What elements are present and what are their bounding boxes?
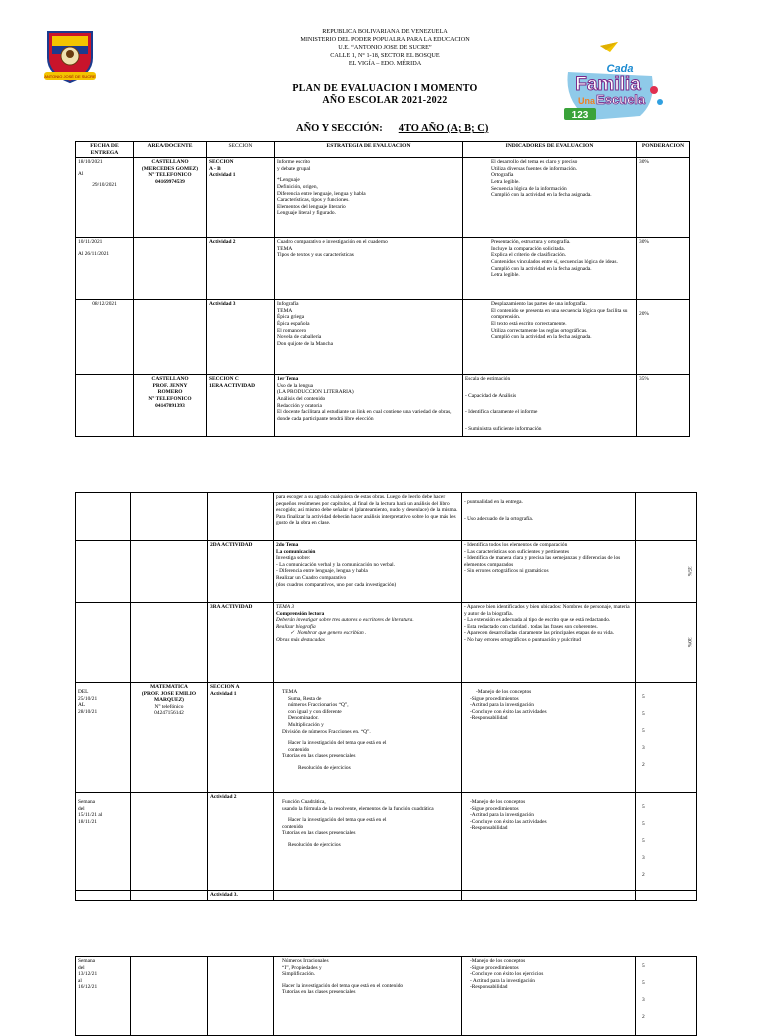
estrategia-text: Características, tipos y funciones. [277,197,350,204]
ponderacion-text: 35% [686,566,693,577]
estrategia-title: TEMA 3 [276,604,295,610]
estrategia-text: “I”, Propiedades y [282,964,322,971]
indicador-text: El contenido se presenta en una secuencia lógica que facilita su comprensión. [491,307,628,321]
area-cell [131,793,208,891]
header-line: EL VIGÍA – EDO. MÉRIDA [348,60,422,67]
header-line: REPUBLICA BOLIVARIANA DE VENEZUELA [322,28,448,35]
fecha-text: del [78,805,85,812]
estrategia-text: Tipos de textos y sus características [277,252,354,259]
indicadores-cell [462,793,636,891]
fecha-cell [76,603,131,683]
estrategia-text: Obras más destacadas [276,636,325,643]
area-text: N° TELEFONICO [148,172,192,179]
area-cell [134,158,207,238]
indicador-text: - Suministra suficiente información [465,425,542,432]
svg-text:ANTONIO JOSÉ DE SUCRE: ANTONIO JOSÉ DE SUCRE [44,74,96,79]
estrategia-text: Diferencia entre lenguaje, lengua y habla [277,190,366,197]
fecha-text: 29/10/2021 [92,182,117,189]
indicador-text: El desarrollo del tema es claro y preciso [491,159,578,166]
indicador-text: Cumplió con la actividad en la fecha asignada. [491,192,592,199]
puntos-text: 5 [642,728,645,734]
seccion-cell: Actividad 2 [208,793,274,891]
estrategia-cell [275,238,463,300]
seccion-cell: 3RA ACTIVIDAD [208,603,274,683]
fecha-text: Al 26/11/2021 [78,250,110,257]
ponderacion-cell [636,793,697,891]
evaluation-table-3 [75,956,697,1036]
fecha-text: AL [78,702,86,709]
fecha-text: Semana [78,958,96,964]
estrategia-text: Tutorías en las clases presenciales [282,989,356,996]
area-cell [131,541,208,603]
estrategia-subtitle: La comunicación [276,548,316,555]
indicador-text: Incluye la comparación solicitada. [491,245,565,252]
seccion-text: SECCION C [209,376,239,383]
estrategia-text: TEMA [282,689,298,695]
fecha-cell [76,793,131,891]
ano-seccion-label: AÑO Y SECCIÓN: [296,123,383,134]
col-area: AREA/DOCENTE [134,142,207,158]
indicador-text: -Concluye con éxito los ejercicios [470,971,544,978]
seccion-cell: Actividad 2 [207,238,275,300]
seccion-cell [208,683,274,793]
table-row [76,375,690,437]
estrategia-text: Informe escrito [277,159,311,166]
estrategia-text: Hacer la investigación del tema que está en el [288,817,387,824]
table-row [76,238,690,300]
estrategia-cell [275,158,463,238]
area-text: (PROF. JOSE EMILIO [141,690,197,697]
fecha-cell [76,891,131,901]
indicador-text: Explica el criterio de clasificación. [491,252,566,259]
estrategia-text: El docente facilitara al estudiante un link en cual contiene una variedad de obras, donde cada participante tendrá libre elección [277,409,452,422]
indicadores-cell [463,375,637,437]
ponderacion-cell [637,300,690,375]
estrategia-text: Multiplicación y [288,721,324,728]
puntos-text: 3 [642,745,645,751]
estrategia-cell [274,603,462,683]
estrategia-text: (dos cuadros comparativos, uno por cada investigación) [276,581,397,588]
indicador-text: Utiliza correctamente las reglas ortográficas. [491,327,588,334]
indicador-text: -Responsabilidad [470,715,508,722]
estrategia-text: Tutorías en las clases presenciales [282,753,356,760]
estrategia-text: Épica española [277,320,310,327]
estrategia-text: Tutorías en las clases presenciales [282,830,356,837]
seccion-text: SECCION A [210,684,240,690]
seccion-text: Actividad 1 [209,172,236,179]
puntos-text: 2 [642,872,645,878]
estrategia-text: TEMA [277,307,293,314]
area-text: N° TELEFONICO [148,395,192,402]
institution-header [200,28,570,68]
estrategia-text: contenido [288,746,310,753]
puntos-text: 3 [642,855,645,861]
area-text: 04147091393 [155,402,185,409]
puntos-text: 5 [642,711,645,717]
indicadores-cell [463,300,637,375]
ponderacion-cell [636,683,697,793]
indicador-text: Escala de estimación [465,376,511,383]
area-cell [134,238,207,300]
fecha-text: 18/10/2021 [78,159,103,166]
col-estrategia: ESTRATEGIA DE EVALUACION [275,142,463,158]
fecha-cell [76,158,134,238]
header-line: MINISTERIO DEL PODER POPUALRA PARA LA EDUCACION [300,36,470,43]
estrategia-text: contenido [282,823,304,830]
table-row [76,493,697,541]
indicador-text: Presentación, estructura y ortografía. [491,239,571,246]
indicador-text: Desplazamiento las partes de una infografía. [491,301,587,308]
indicador-text: - Aparecen desarrolladas claramente las principales etapas de su vida. [464,630,614,637]
estrategia-text: Infografía [277,301,299,308]
fecha-text: 10/11/2021 [78,239,103,246]
seccion-text: 1ERA ACTIVIDAD [209,382,255,389]
indicadores-cell [462,683,636,793]
table-row [76,300,690,375]
estrategia-text: y debate grupal [277,165,311,172]
area-text: MATEMATICA [150,684,188,690]
estrategia-text: usando la fórmula de la resolvente, elementos de la función cuadrática [282,805,434,812]
fecha-cell [76,238,134,300]
indicador-text: - Capacidad de Análisis [465,392,517,399]
estrategia-text: Denominador. [288,715,319,722]
puntos-text: 5 [642,838,645,844]
estrategia-cell: para escoger a su agrado cualquiera de estas obras. Luego de leerlo debe hacer pequeños resúmenes por capítulos, al final de la lectura hará un análisis del libro escogido; así mismo debe señalar el (planteamiento, nudo y desenlace) de la misma. Para finalizar la actividad deberán hacer análisis interpretativo sobre lo que más les gusto de la obra en clase. [274,493,462,541]
title-line: AÑO ESCOLAR 2021-2022 [322,95,448,106]
area-text: 04247156142 [154,710,184,717]
bullet-text: Nombrar que genero escribían . [297,630,367,637]
indicador-text: Utiliza diversas fuentes de información. [491,165,578,172]
estrategia-text: Función Cuadrática, [282,799,326,805]
area-cell [131,493,208,541]
table-row [76,541,697,603]
seccion-cell: 2DA ACTIVIDAD [208,541,274,603]
estrategia-text: (LA PRODUCCION LITERARIA) [277,389,354,396]
indicador-text: - Identifica de manera clara y precisa las semejanzas y diferencias de los elementos comparados [464,555,621,568]
indicadores-cell [463,238,637,300]
area-text: ROMERO [157,389,183,396]
col-fecha: FECHA DE ENTREGA [76,142,134,158]
col-indicadores: INDICADORES DE EVALUACION [463,142,637,158]
evaluation-table-1 [75,141,690,437]
indicador-text: Contenidos vinculados entre sí, secuencias lógica de ideas. [491,258,618,265]
estrategia-text: Realizar un Cuadro comparativo [276,574,347,581]
estrategia-cell [274,793,462,891]
area-text: CASTELLANO [151,159,189,166]
puntos-text: 5 [642,963,645,969]
seccion-text: A - B [209,165,221,172]
indicadores-cell [462,541,636,603]
fecha-text: 25/10/21 [78,695,98,702]
indicador-text: -Actitud para la investigación [470,702,534,709]
fecha-text: Semana [78,799,96,805]
indicadores-cell [462,493,636,541]
estrategia-text: El romancero [277,327,307,334]
table-header-row [76,142,690,158]
fecha-text: al [78,977,82,984]
plan-title [250,83,520,107]
estrategia-text: - La comunicación verbal y la comunicación no verbal. [276,561,395,568]
seccion-cell [208,493,274,541]
indicador-text: -Actitud para la investigación [470,812,534,819]
estrategia-text: Uso de la lengua [277,382,314,389]
indicador-text: -Sigue procedimientos [470,964,519,971]
indicador-text: -Responsabilidad [470,984,508,991]
school-seal-logo [40,28,100,86]
estrategia-text: Cuadro comparativo e investigación en el cuaderno [277,239,388,246]
ponderacion-cell: 35% [637,375,690,437]
puntos-text: 5 [642,694,645,700]
indicador-text: - Aparece bien identificados y bien ubicados: Nombres de personaje, materia y autor de la biografía. [464,604,630,617]
estrategia-cell [275,375,463,437]
checkmark-icon: ✓ [290,630,295,637]
estrategia-cell [274,891,462,901]
estrategia-cell [274,683,462,793]
indicador-text: -Manejo de los conceptos [470,958,526,964]
estrategia-text: Suma, Resta de [288,695,322,702]
indicador-text: -Manejo de los conceptos [476,689,532,695]
indicadores-cell [463,158,637,238]
puntos-text: 5 [642,980,645,986]
ponderacion-text: 30% [686,637,693,648]
area-text: CASTELLANO [151,376,189,383]
indicadores-cell [462,603,636,683]
estrategia-cell [274,541,462,603]
indicador-text: -Sigue procedimientos [470,805,519,812]
seccion-text: Actividad 1 [210,690,237,697]
puntos-text: 2 [642,1014,645,1020]
table-row [76,891,697,901]
puntos-text: 2 [642,762,645,768]
puntos-text: 5 [642,821,645,827]
title-line: PLAN DE EVALUACION I MOMENTO [292,83,478,94]
svg-text:Escuela: Escuela [596,92,646,107]
area-cell [134,300,207,375]
fecha-text: 13/12/21 [78,971,98,978]
estrategia-text: Investiga sobre: [276,555,311,562]
fecha-cell: 08/12/2021 [76,300,134,375]
estrategia-text: Redacción y oratoria [277,402,322,409]
table-row [76,793,697,891]
indicador-text: Cumplió con la actividad en la fecha asignada. [491,265,592,272]
header-line: U.E. “ANTONIO JOSE DE SUCRE” [338,44,432,51]
estrategia-text: Números Irracionales [282,958,329,964]
estrategia-text: Deberán investigar sobre tres autores o escritores de literatura. [276,617,414,624]
seccion-cell: Actividad 3 [207,300,275,375]
area-text: PROF. JENNY [152,382,188,389]
area-cell [131,683,208,793]
fecha-cell [76,375,134,437]
puntos-text: 5 [642,804,645,810]
fecha-cell [76,493,131,541]
estrategia-bullet [276,630,459,637]
ponderacion-cell [636,603,697,683]
estrategia-text: *Lenguaje [277,177,300,184]
area-cell [131,891,208,901]
area-text: MARQUEZ) [154,697,184,704]
fecha-cell [76,541,131,603]
estrategia-text: Elementos del lenguaje literario [277,203,346,210]
indicador-text: Secuencia lógica de la información [491,185,567,192]
indicador-text: - Las características son suficientes y pertinentes [464,548,570,555]
col-seccion: SECCION [207,142,275,158]
indicador-text: -Responsabilidad [470,825,508,832]
area-cell [134,375,207,437]
table-row [76,603,697,683]
col-ponderacion: PONDERACION [637,142,690,158]
indicador-text: - puntualidad en la entrega. [464,499,523,505]
estrategia-text: Definición, origen, [277,183,318,190]
estrategia-text: con igual y con diferente [288,708,342,715]
indicador-text: Letra legible. [491,272,520,279]
seccion-text: SECCION [209,159,234,166]
indicador-text: - Esta redactado con claridad . todas las frases son coherentes. [464,623,598,630]
familia-escuela-logo [560,32,670,127]
ponderacion-cell [636,891,697,901]
indicador-text: - La extensión es adecuada al tipo de escrito que se está redactando. [464,617,611,624]
indicador-text: -Manejo de los conceptos [470,799,526,805]
indicador-text: - No hay errores ortográficos o puntuación y pulcritud [464,636,581,643]
evaluation-table-2 [75,492,697,901]
fecha-text: 15/11/21 al [78,812,103,819]
estrategia-title: 1er Tema [277,376,299,383]
indicador-text: Ortografía [491,172,514,179]
svg-text:Cada: Cada [606,63,634,75]
estrategia-text: TEMA [277,245,293,252]
area-text: N° telefónico [154,703,184,710]
seccion-cell [207,375,275,437]
table-row [76,158,690,238]
estrategia-text: Épica griega [277,314,305,321]
estrategia-cell [275,300,463,375]
indicador-text: Letra legible. [491,178,520,185]
indicador-text: -Concluye con éxito las actividades [470,708,547,715]
indicadores-cell [462,891,636,901]
ponderacion-cell: 30% [637,158,690,238]
fecha-text: DEL [78,689,89,695]
estrategia-text: - Diferencia entre lenguaje, lengua y habla [276,568,368,575]
svg-text:Una: Una [578,96,596,106]
indicador-text: -Sigue procedimientos [470,695,519,702]
ano-seccion-value: 4TO AÑO (A; B; C) [398,123,489,134]
estrategia-subtitle: Comprensión lectora [276,610,325,617]
fecha-cell [76,683,131,793]
ponderacion-text: 20% [639,311,649,318]
estrategia-text: Don quijote de la Mancha [277,340,333,347]
indicador-text: - Identifica todos los elementos de comparación [464,542,568,548]
estrategia-text: Resolución de ejercicios [288,841,341,848]
area-text: 04169974539 [155,178,185,185]
seccion-cell: Actividad 3. [208,891,274,901]
seccion-cell [207,158,275,238]
fecha-text: del [78,964,85,971]
svg-text:123: 123 [571,110,589,121]
ponderacion-cell: 30% [637,238,690,300]
svg-text:Familia: Familia [575,74,641,95]
fecha-text: Al [78,170,84,177]
indicador-text: - Actitud para la investigación [470,977,535,984]
header-line: CALLE 1, N° 1-18, SECTOR EL BOSQUE [330,52,440,59]
area-text: (MERCEDES GOMEZ) [141,165,199,172]
estrategia-text: Análisis del contenido [277,395,326,402]
fecha-text: 18/11/21 [78,818,97,825]
estrategia-text: Novela de caballería [277,334,322,341]
table-row [76,683,697,793]
estrategia-text: Lenguaje literal y figurado. [277,210,336,217]
estrategia-text: Realizar biografía [276,623,316,630]
estrategia-text: Hacer la investigación del tema que está en el contenido [282,982,404,989]
indicador-text: Cumplió con la actividad en la fecha asignada. [491,334,592,341]
ponderacion-cell [636,541,697,603]
indicador-text: - Sin errores ortográficos ni gramáticos [464,568,549,575]
ponderacion-cell [636,493,697,541]
estrategia-text: División de números Fracciones en. “Q”. [282,728,371,735]
indicador-text: El texto está escrito correctamente. [491,320,567,327]
puntos-text: 3 [642,997,645,1003]
indicador-text: - Uso adecuado de la ortografía. [464,515,534,522]
estrategia-text: Resolución de ejercicios [298,764,351,771]
area-cell [131,603,208,683]
indicador-text: -Concluye con éxito las actividades [470,818,547,825]
estrategia-text: números Fraccionarios “Q”, [288,702,349,709]
estrategia-text: Simplificación. [282,971,316,978]
estrategia-text: Hacer la investigación del tema que está en el [288,740,387,747]
ano-seccion [296,123,488,134]
fecha-text: 16/12/21 [78,984,98,991]
fecha-text: 28/10/21 [78,708,98,715]
indicador-text: - Identifica claramente el informe [465,409,538,416]
estrategia-title: 2do Tema [276,542,299,548]
